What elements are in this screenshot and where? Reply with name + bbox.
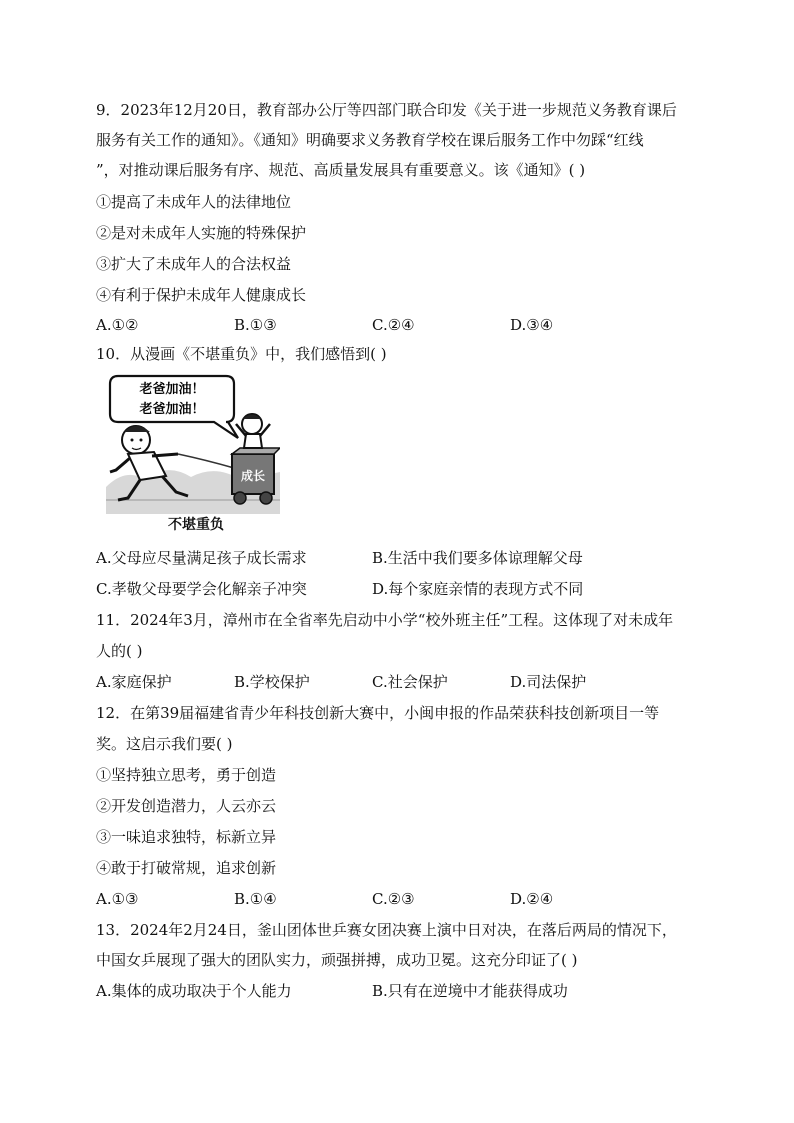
- q11-option-a[interactable]: A.家庭保护: [96, 673, 172, 691]
- q12-stem-line-2: 奖。这启示我们要( ): [96, 735, 233, 753]
- bubble-text-2: 老爸加油！: [139, 402, 205, 417]
- box-label: 成长: [240, 469, 266, 483]
- q12-statement-1: ①坚持独立思考，勇于创造: [96, 766, 277, 784]
- q11-option-b[interactable]: B.学校保护: [234, 673, 310, 691]
- q9-stem-line-2: 服务有关工作的通知》。《通知》明确要求义务教育学校在课后服务工作中勿踩“红线: [96, 131, 644, 149]
- q12-stem-line-1: 12．在第39届福建省青少年科技创新大赛中，小闽申报的作品荣获科技创新项目一等: [96, 704, 660, 722]
- q12-statement-2: ②开发创造潜力，人云亦云: [96, 797, 277, 815]
- q9-option-d[interactable]: D.③④: [510, 316, 554, 334]
- q10-option-d[interactable]: D.每个家庭亲情的表现方式不同: [372, 580, 584, 598]
- q10-option-a[interactable]: A.父母应尽量满足孩子成长需求: [96, 549, 307, 567]
- q13-stem-line-2: 中国女乒展现了强大的团队实力，顽强拼搏，成功卫冕。这充分印证了( ): [96, 951, 578, 969]
- q9-stem-line-1: 9．2023年12月20日，教育部办公厅等四部门联合印发《关于进一步规范义务教育课后: [96, 101, 677, 119]
- q12-option-d[interactable]: D.②④: [510, 890, 554, 908]
- q9-statement-3: ③扩大了未成年人的合法权益: [96, 255, 292, 273]
- q9-option-c[interactable]: C.②④: [372, 316, 415, 334]
- q10-option-b[interactable]: B.生活中我们要多体谅理解父母: [372, 549, 583, 567]
- q11-option-d[interactable]: D.司法保护: [510, 673, 587, 691]
- q13-option-a[interactable]: A.集体的成功取决于个人能力: [96, 982, 292, 1000]
- q12-statement-4: ④敢于打破常规，追求创新: [96, 859, 277, 877]
- q10-stem-line-1: 10．从漫画《不堪重负》中，我们感悟到( ): [96, 345, 387, 363]
- q9-statement-1: ①提高了未成年人的法律地位: [96, 193, 292, 211]
- q12-option-c[interactable]: C.②③: [372, 890, 415, 908]
- q11-stem-line-2: 人的( ): [96, 642, 143, 660]
- q13-stem-line-1: 13．2024年2月24日，釜山团体世乒赛女团决赛上演中日对决，在落后两局的情况下，: [96, 921, 677, 939]
- q9-statement-4: ④有利于保护未成年人健康成长: [96, 286, 307, 304]
- q13-option-b[interactable]: B.只有在逆境中才能获得成功: [372, 982, 568, 1000]
- q11-stem-line-1: 11．2024年3月，漳州市在全省率先启动中小学“校外班主任”工程。这体现了对未成年: [96, 611, 674, 629]
- q9-stem-line-3: ”，对推动课后服务有序、规范、高质量发展具有重要意义。该《通知》( ): [96, 161, 586, 179]
- q12-option-b[interactable]: B.①④: [234, 890, 277, 908]
- q9-statement-2: ②是对未成年人实施的特殊保护: [96, 224, 307, 242]
- bubble-text-1: 老爸加油！: [139, 382, 205, 397]
- cartoon-illustration: [106, 372, 280, 514]
- q12-statement-3: ③一味追求独特，标新立异: [96, 828, 277, 846]
- q11-option-c[interactable]: C.社会保护: [372, 673, 448, 691]
- q9-option-b[interactable]: B.①③: [234, 316, 277, 334]
- q12-option-a[interactable]: A.①③: [96, 890, 139, 908]
- cartoon-caption: 不堪重负: [168, 517, 224, 533]
- q10-option-c[interactable]: C.孝敬父母要学会化解亲子冲突: [96, 580, 307, 598]
- q9-option-a[interactable]: A.①②: [96, 316, 139, 334]
